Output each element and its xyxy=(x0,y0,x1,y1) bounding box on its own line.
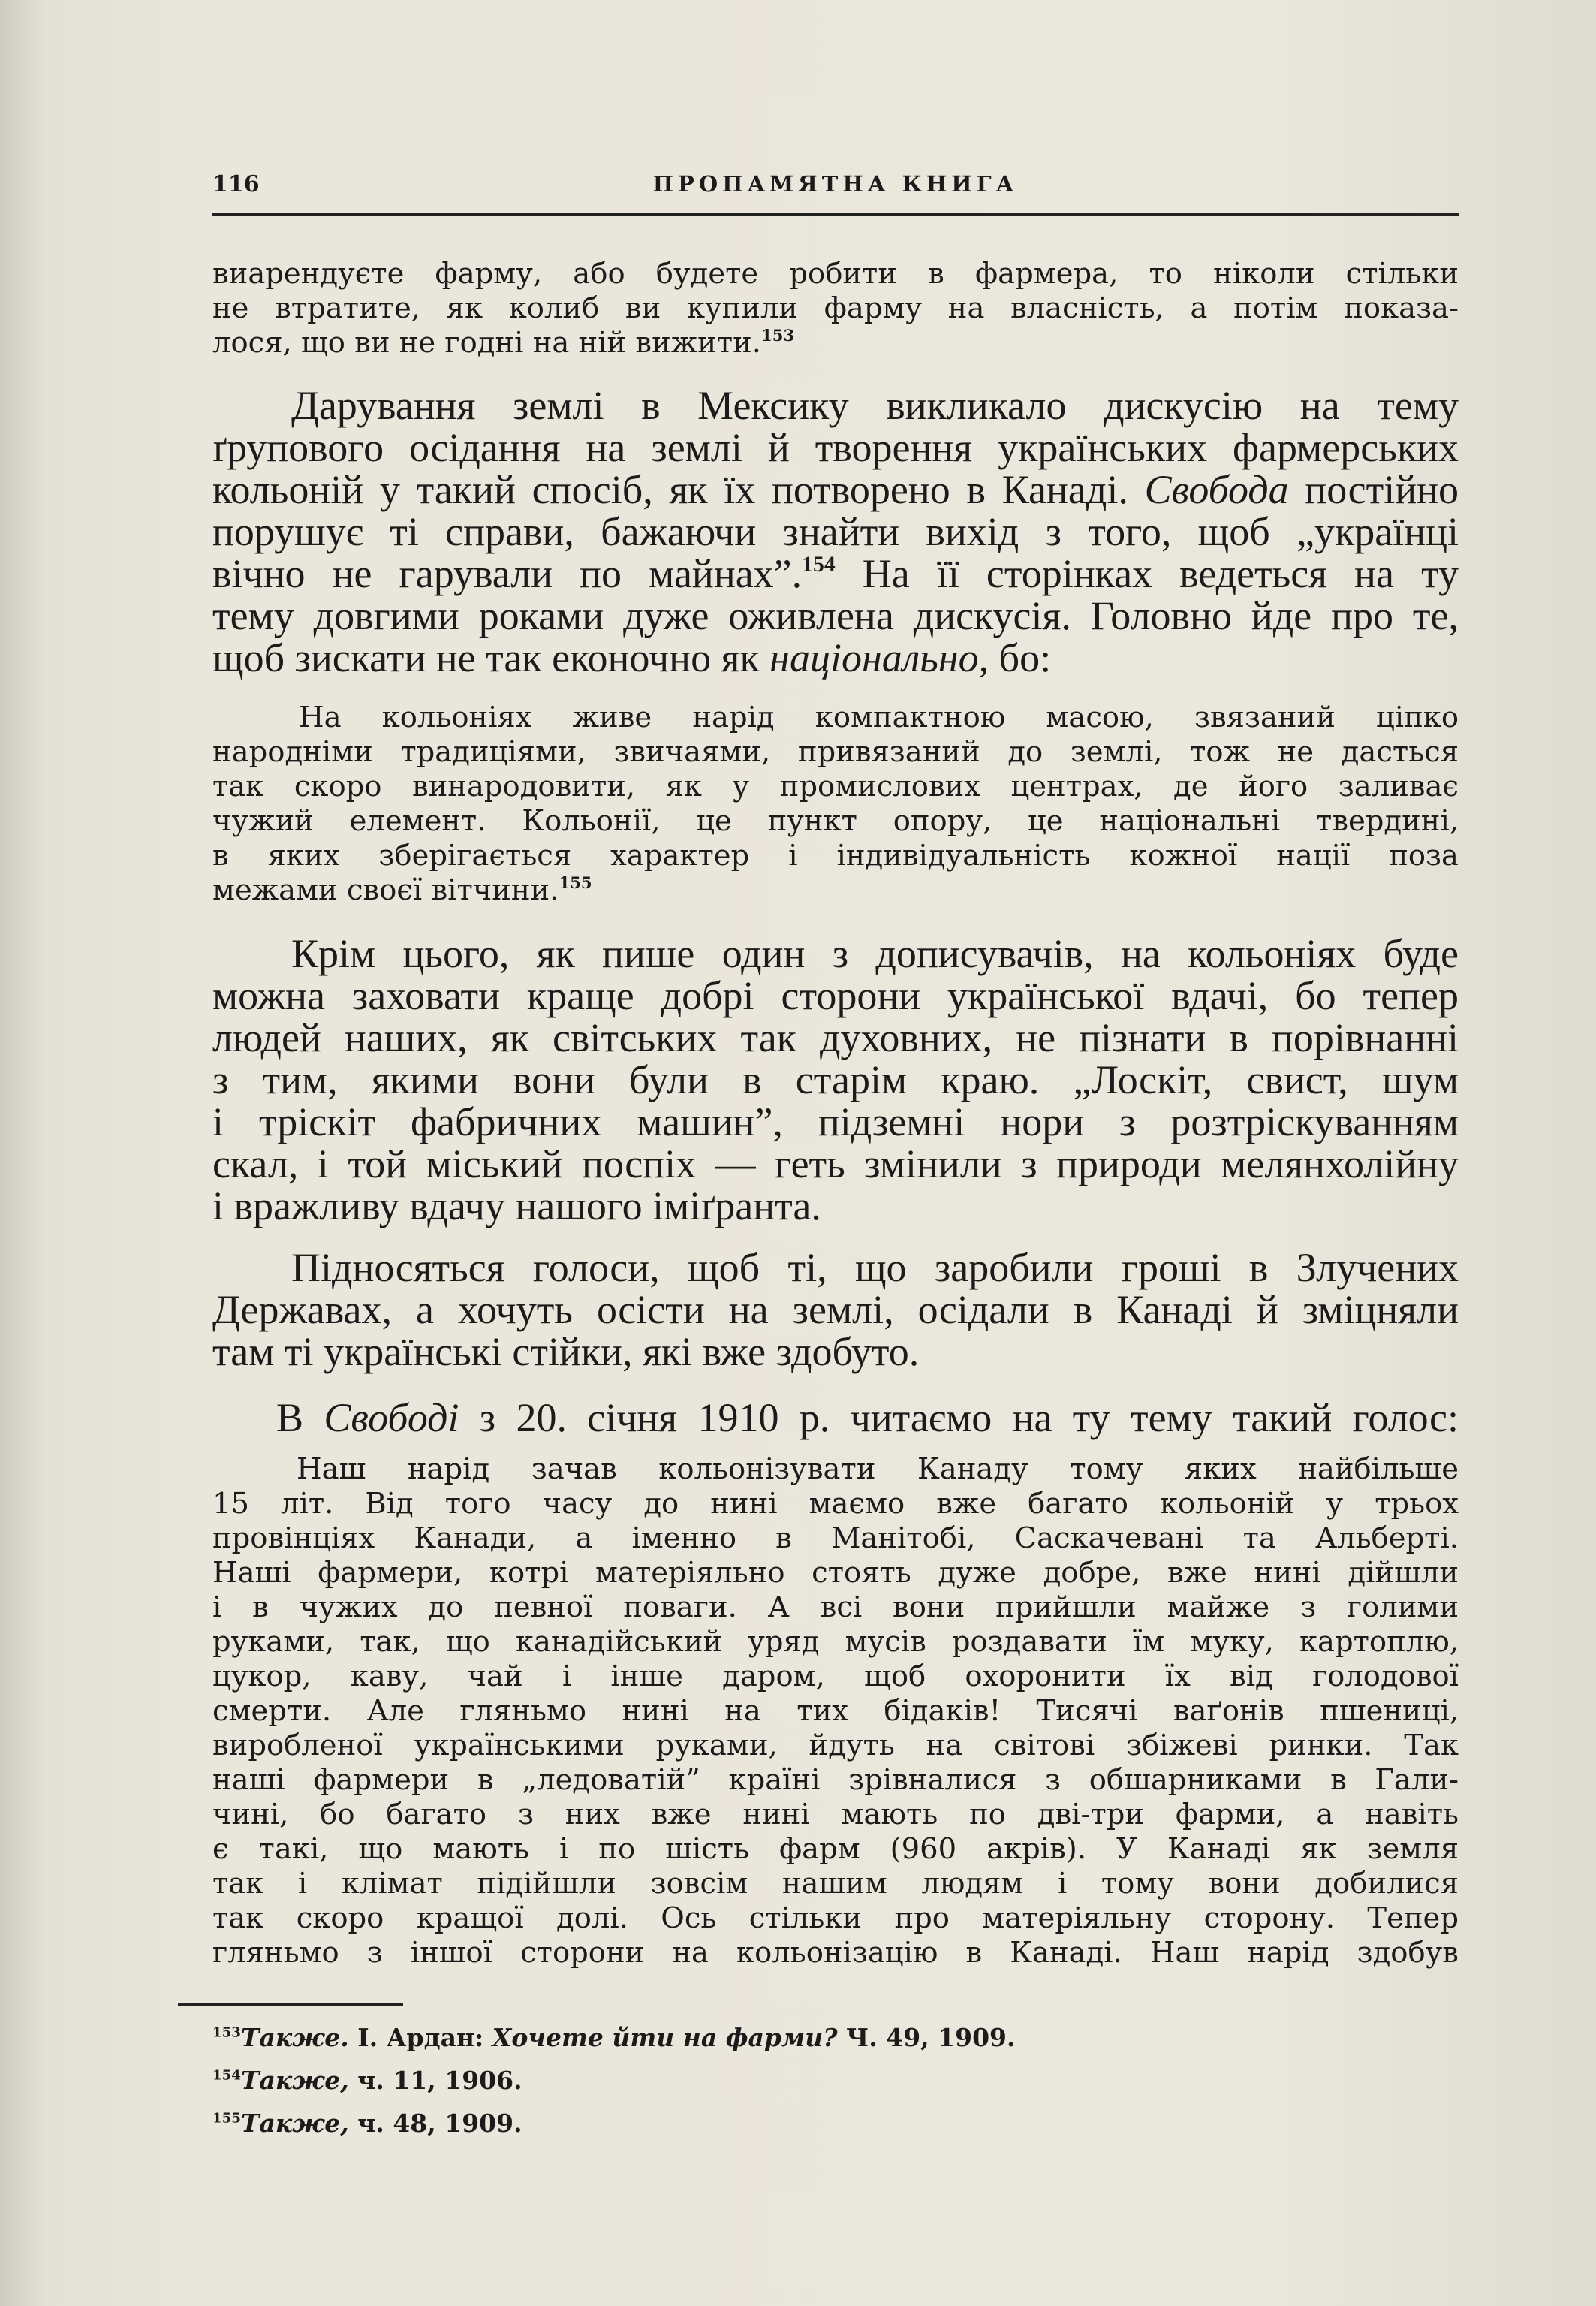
text-line: так і клімат підійшли зовсім нашим людям і тому вони добилися xyxy=(212,1867,1459,1901)
italic-word: національно, xyxy=(769,635,989,680)
text-line: і в чужих до певної поваги. А всі вони прийшли майже з голими xyxy=(212,1590,1459,1624)
footnote: $^{153}$Также. І. Ардан: Хочете йти на фарми? Ч. 49, 1909. xyxy=(212,2023,1016,2052)
text-line: провінціях Канади, а іменно в Манітобі, Саскачевані та Альберті. xyxy=(212,1521,1459,1555)
text-line: чині, бо багато з них вже нині мають по дві-три фарми, а навіть xyxy=(212,1798,1459,1831)
text-line: не втратите, як колиб ви купили фарму на власність, а потім показа- xyxy=(212,291,1459,325)
text-line: Підносяться голоси, щоб ті, що заробили гроші в Злучених xyxy=(291,1245,1459,1290)
text-line: Крім цього, як пише один з дописувачів, на кольоніях буде xyxy=(291,931,1459,976)
text-line: Наші фармери, котрі матеріяльно стоять дуже добре, вже нині дійшли xyxy=(212,1556,1459,1590)
text-line: цукор, каву, чай і інше даром, щоб охоронити їх від голодової xyxy=(212,1659,1459,1693)
footnote: $^{155}$Также, ч. 48, 1909. xyxy=(212,2109,522,2138)
text-line: в яких зберігається характер і індивідуальність кожної нації поза xyxy=(212,839,1459,873)
text-line: Наш нарід зачав кольонізувати Канаду тому яких найбільше xyxy=(297,1452,1459,1486)
text-line: порушує ті справи, бажаючи знайти вихід з того, щоб „українці xyxy=(212,509,1459,554)
text-line: з тим, якими вони були в старім краю. „Лоскіт, свист, шум xyxy=(212,1057,1459,1102)
text-line: кольоній у такий спосіб, як їх потворено в Канаді. Свобода постійно xyxy=(212,467,1459,512)
text-line: виарендуєте фарму, або будете робити в фармера, то ніколи стільки xyxy=(212,257,1459,291)
text-line: На кольоніях живе нарід компактною масою, звязаний ціпко xyxy=(299,701,1459,734)
text-line: наші фармери в „ледоватій” країні зрівналися з обшарниками в Гали- xyxy=(212,1763,1459,1797)
text-line: так скоро винародовити, як у промислових центрах, де його заливає xyxy=(212,770,1459,803)
paragraph-character xyxy=(212,933,1459,1227)
text-line: народніми традиціями, звичаями, привязаний до землі, тож не дасться xyxy=(212,735,1459,769)
italic-title: Свобода xyxy=(1144,467,1289,512)
running-title: ПРОПАМЯТНА КНИГА xyxy=(652,171,1019,197)
footnote: $^{154}$Также, ч. 11, 1906. xyxy=(212,2066,522,2095)
paragraph-voices xyxy=(212,1246,1459,1373)
text-line: і тріскіт фабричних машин”, підземні нори з розтріскуванням xyxy=(212,1099,1459,1144)
block-quote-2 xyxy=(212,1452,1459,1970)
italic-title: Свободі xyxy=(324,1395,459,1440)
text-line: лося, що ви не годні на ній вижити.$^{153}$ xyxy=(212,326,795,360)
footnote-ref: 155 xyxy=(559,873,592,893)
text-line: там ті українські стійки, які вже здобуто. xyxy=(212,1329,920,1374)
text-line: гляньмо з іншої сторони на кольонізацію в Канаді. Наш нарід здобув xyxy=(212,1936,1459,1970)
text-line: скал, і той міський поспіх — геть змінили з природи мелянхолійну xyxy=(212,1141,1459,1186)
text-line: Державах, а хочуть осісти на землі, осідали в Канаді й зміцняли xyxy=(212,1287,1459,1332)
text-line: чужий елемент. Кольонії, це пункт опору, це національні твердині, xyxy=(212,804,1459,838)
text-line: ґрупового осідання на землі й творення українських фармерських xyxy=(212,425,1459,470)
page-number: 116 xyxy=(212,171,260,197)
text-line: смерти. Але гляньмо нині на тих бідаків! Тисячі ваґонів пшениці, xyxy=(212,1694,1459,1728)
text-line: 15 літ. Від того часу до нині маємо вже багато кольоній у трьох xyxy=(212,1487,1459,1521)
text-line: виробленої українськими руками, йдуть на світові збіжеві ринки. Так xyxy=(212,1729,1459,1762)
text-line: Дарування землі в Мексику викликало дискусію на тему xyxy=(291,383,1459,428)
text-line: є такі, що мають і по шість фарм (960 акрів). У Канаді як земля xyxy=(212,1832,1459,1866)
text-line: тему довгими роками дуже оживлена дискусія. Головно йде про те, xyxy=(212,593,1459,638)
text-line: можна заховати краще добрі сторони української вдачі, бо тепер xyxy=(212,973,1459,1018)
footnotes xyxy=(212,2016,1263,2145)
footnote-ref: 153 xyxy=(761,326,795,345)
block-quote-1 xyxy=(212,701,1459,908)
text-line: і вражливу вдачу нашого іміґранта. xyxy=(212,1183,821,1228)
paragraph-continuation xyxy=(212,257,1459,360)
text-line: людей наших, як світських так духовних, не пізнати в порівнанні xyxy=(212,1015,1459,1060)
paragraph-colonies-discussion xyxy=(212,384,1459,679)
text-line: межами своєї вітчини.$^{155}$ xyxy=(212,873,592,907)
footnote-ref: 154 xyxy=(802,553,836,577)
text-line: В Свободі з 20. січня 1910 р. читаємо на ту тему такий голос: xyxy=(276,1395,1459,1440)
footnote-divider xyxy=(178,2003,403,2006)
text-line: так скоро кращої долі. Ось стільки про матеріяльну сторону. Тепер xyxy=(212,1901,1459,1935)
text-line: щоб зискати не так еконочно як національно, бо: xyxy=(212,635,1052,680)
page-header xyxy=(212,171,1459,216)
paragraph-svoboda-intro xyxy=(212,1397,1459,1439)
text-line: руками, так, що канадійський уряд мусів роздавати їм муку, картоплю, xyxy=(212,1625,1459,1659)
text-line: вічно не гарували по майнах”.$^{154}$ На її сторінках ведеться на ту xyxy=(212,551,1459,596)
